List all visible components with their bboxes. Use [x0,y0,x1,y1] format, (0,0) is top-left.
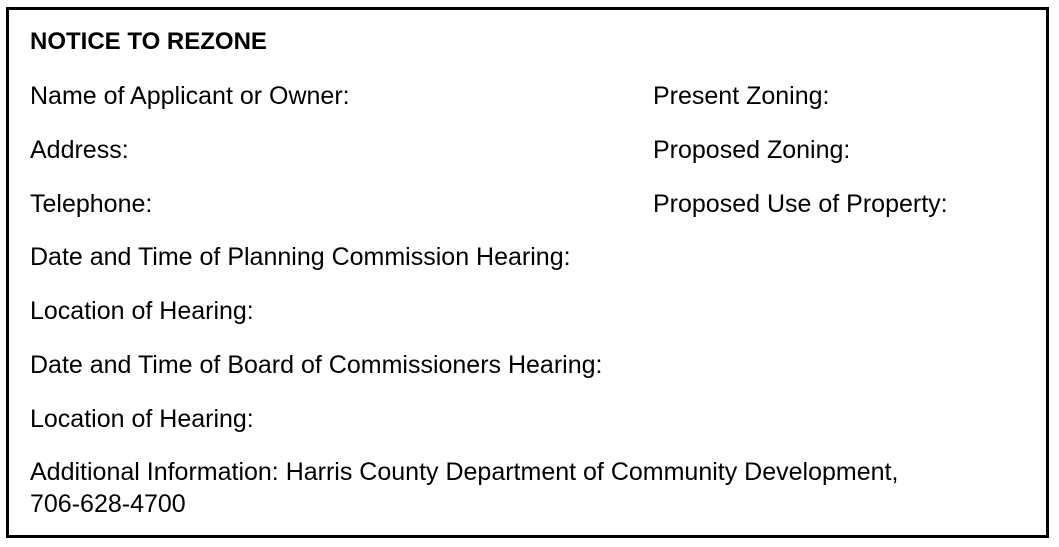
notice-title: NOTICE TO REZONE [30,28,267,55]
present-zoning-label: Present Zoning: [653,82,830,110]
planning-hearing-label: Date and Time of Planning Commission Hearing: [30,243,571,271]
additional-info [30,456,1028,520]
board-location-label: Location of Hearing: [30,405,254,433]
address-label: Address: [30,136,129,164]
planning-location-label: Location of Hearing: [30,297,254,325]
board-hearing-label: Date and Time of Board of Commissioners Hearing: [30,351,603,379]
proposed-zoning-label: Proposed Zoning: [653,136,851,164]
proposed-use-label: Proposed Use of Property: [653,190,948,218]
applicant-label: Name of Applicant or Owner: [30,82,350,110]
additional-info-line-2: 706-628-4700 [30,490,186,518]
notice-box [6,7,1049,538]
additional-info-line-1: Additional Information: Harris County Department of Community Development, [30,458,899,486]
telephone-label: Telephone: [30,190,153,218]
